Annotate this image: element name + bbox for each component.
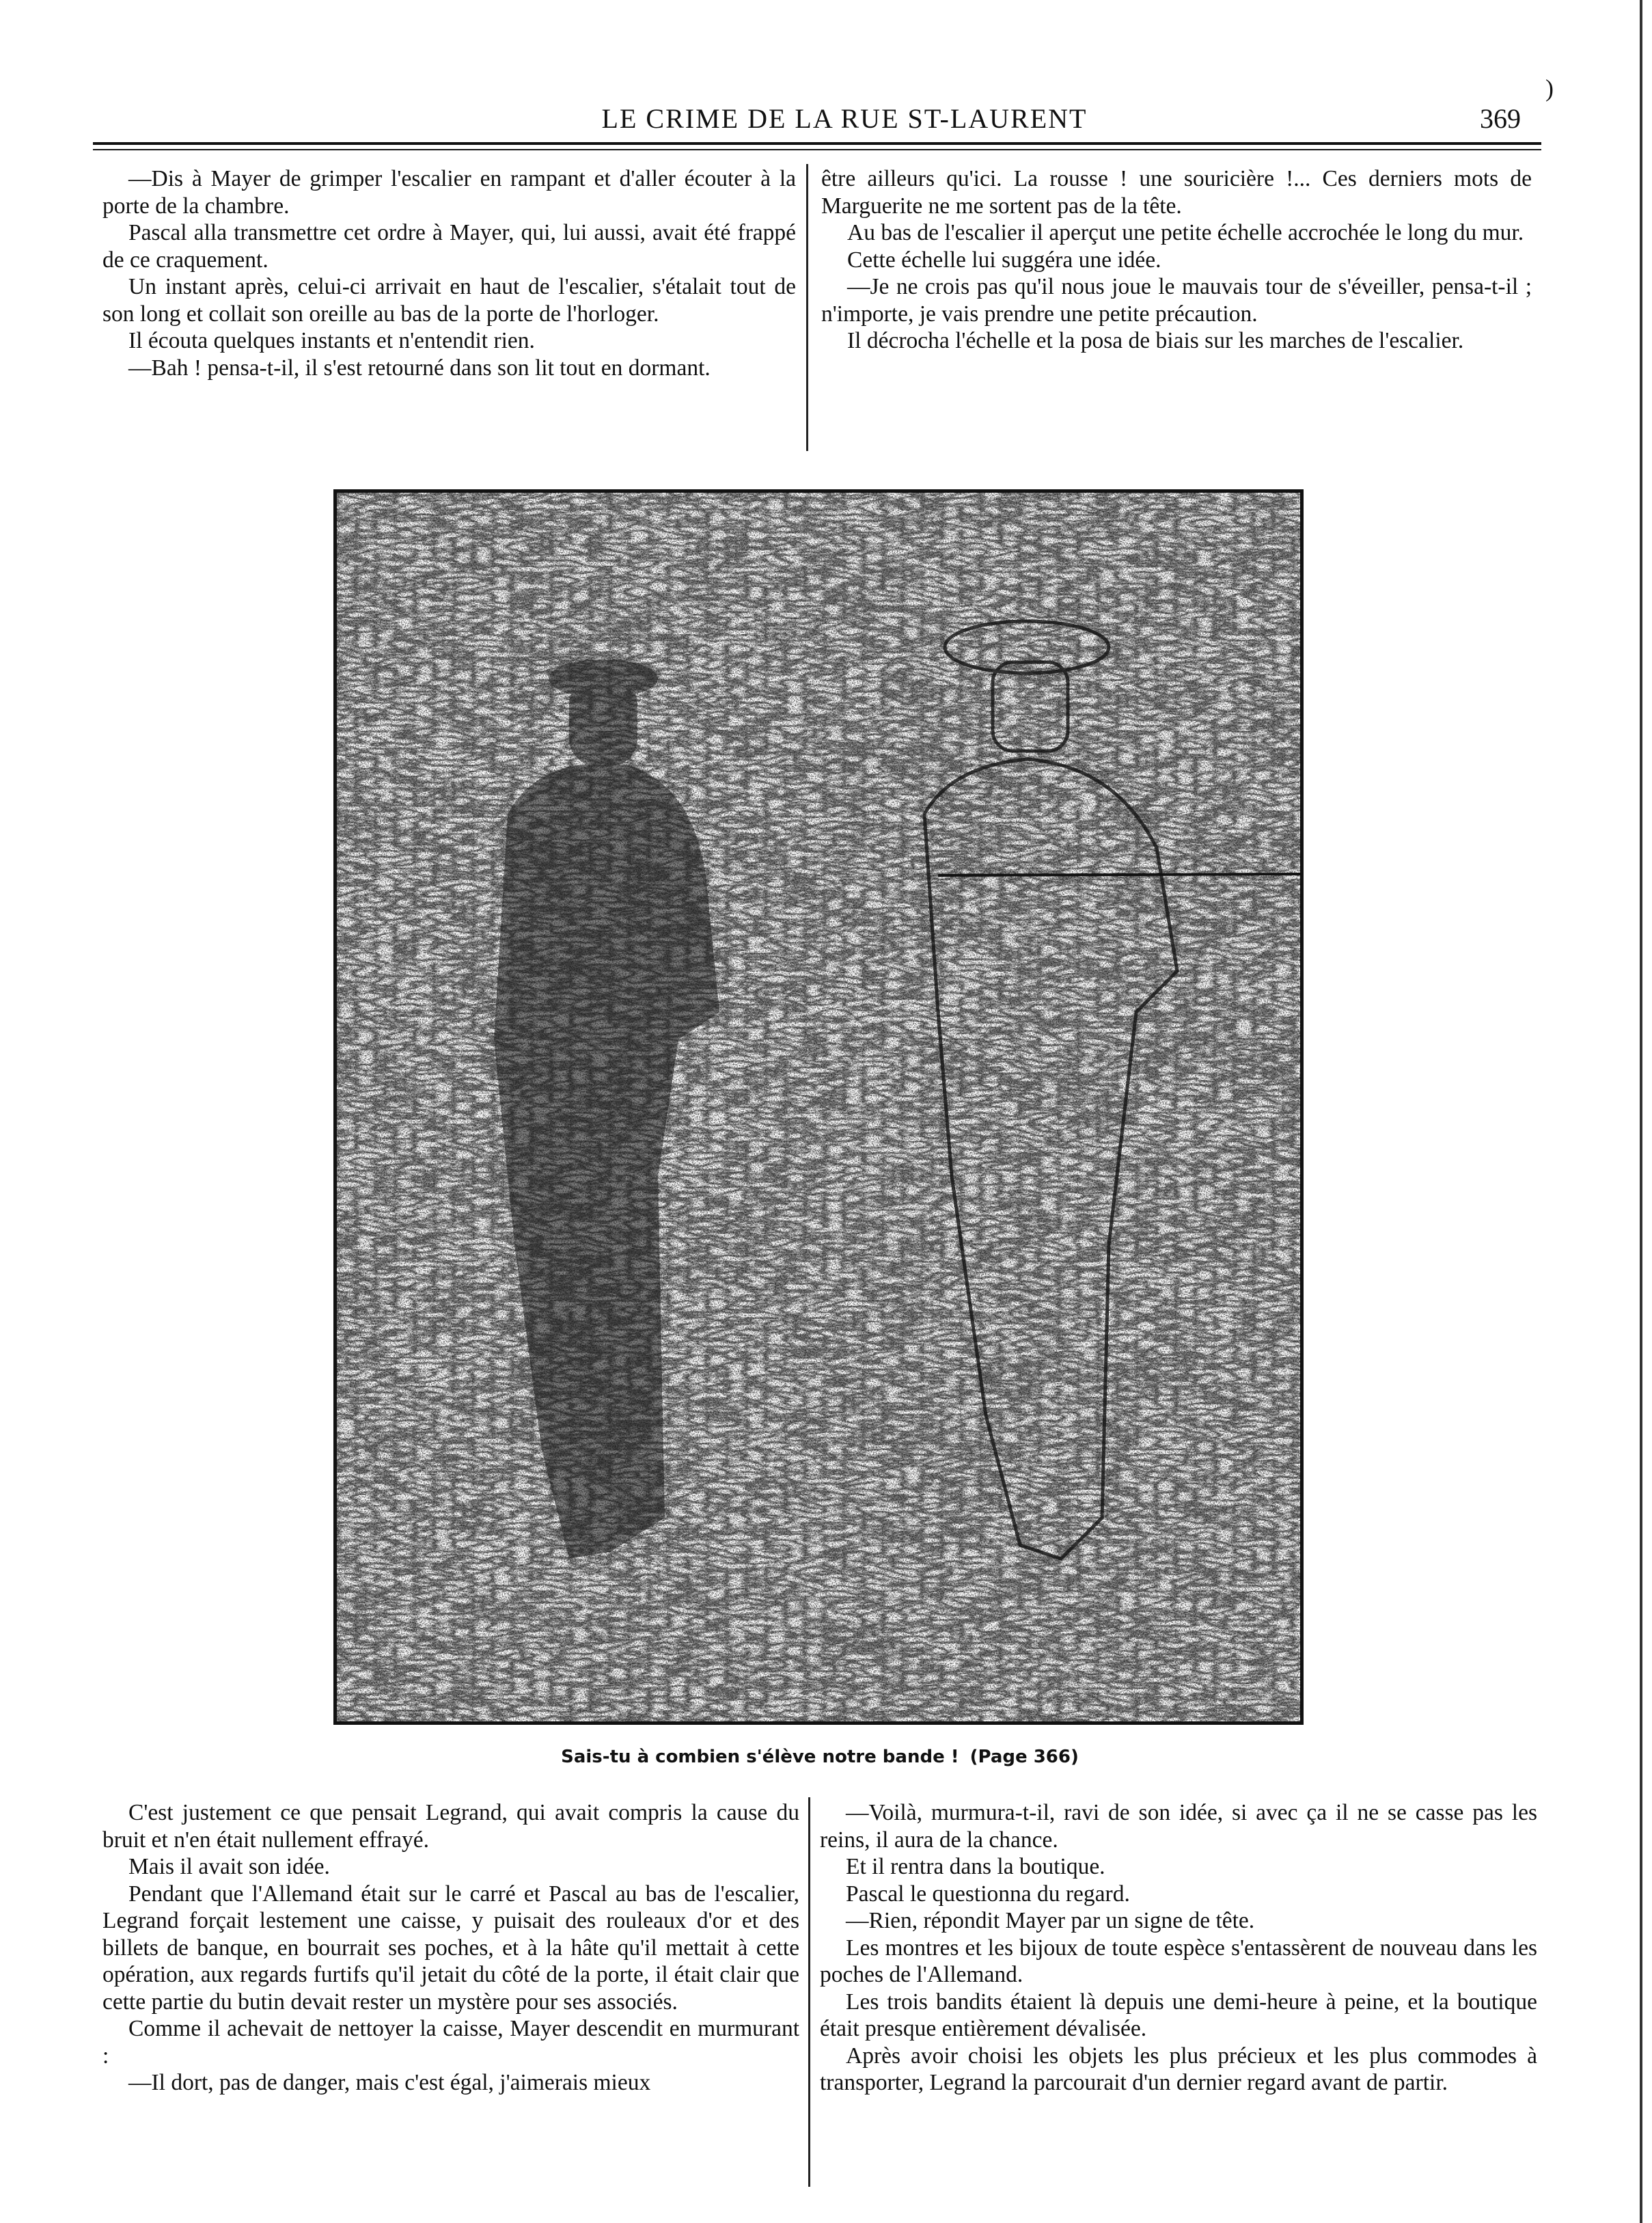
paragraph: Au bas de l'escalier il aperçut une petite échelle accrochée le long du mur. xyxy=(847,220,1524,245)
paragraph: C'est justement ce que pensait Legrand, qui avait compris la cause du bruit et n'en était nullement effrayé. xyxy=(102,1800,799,1853)
corner-mark: ) xyxy=(1545,74,1554,102)
engraving-illustration xyxy=(333,489,1304,1725)
paragraph: Il décrocha l'échelle et la posa de biais sur les marches de l'escalier. xyxy=(847,328,1464,353)
paragraph: Comme il achevait de nettoyer la caisse, Mayer descendit en murmurant : xyxy=(102,2016,799,2069)
paragraph: —Bah ! pensa-t-il, il s'est retourné dans son lit tout en dormant. xyxy=(128,355,711,381)
paragraph: —Je ne crois pas qu'il nous joue le mauvais tour de s'éveiller, pensa-t-il ; n'importe, je vais prendre une petite précaution. xyxy=(821,274,1532,327)
page-edge-line xyxy=(1640,0,1642,2223)
paragraph: Les trois bandits étaient là depuis une demi-heure à peine, et la boutique était presque entièrement dévalisée. xyxy=(820,1989,1537,2041)
running-title: LE CRIME DE LA RUE ST-LAURENT xyxy=(601,103,1088,134)
page-number: 369 xyxy=(1480,103,1521,134)
paragraph: Il écouta quelques instants et n'entendit rien. xyxy=(128,328,535,353)
column-separator xyxy=(806,164,808,451)
text-column-top-left xyxy=(102,165,796,381)
illustration-caption xyxy=(478,1747,1161,1767)
paragraph: Mais il avait son idée. xyxy=(128,1854,330,1879)
text-column-bottom-left xyxy=(102,1799,799,2097)
paragraph: Les montres et les bijoux de toute espèce s'entassèrent de nouveau dans les poches de l'Allemand. xyxy=(820,1935,1537,1987)
header-rule-thick xyxy=(93,142,1541,145)
running-header xyxy=(93,103,1541,144)
paragraph: Et il rentra dans la boutique. xyxy=(846,1854,1105,1879)
caption-page-ref: (Page 366) xyxy=(969,1747,1079,1767)
paragraph: Pascal le questionna du regard. xyxy=(846,1881,1130,1907)
paragraph: Un instant après, celui-ci arrivait en haut de l'escalier, s'étalait tout de son long et collait son oreille au bas de la porte de l'horloger. xyxy=(102,274,796,327)
paragraph: Pascal alla transmettre cet ordre à Mayer, qui, lui aussi, avait été frappé de ce craquement. xyxy=(102,220,796,273)
paragraph: Pendant que l'Allemand était sur le carré et Pascal au bas de l'escalier, Legrand forçait lestement une caisse, y puisait des rouleaux d'or et des billets de banque, en bourrait ses poches, et à la hâte qu'il mettait à cette opération, aux regards furtifs qu'il jetait du côté de la porte, il était clair que cette partie du butin devait rester un mystère pour ses associés. xyxy=(102,1881,799,2015)
header-rule-thin xyxy=(93,149,1541,150)
column-separator xyxy=(808,1797,810,2187)
paragraph: Cette échelle lui suggéra une idée. xyxy=(847,247,1161,273)
text-column-top-right xyxy=(821,165,1532,355)
paragraph: —Dis à Mayer de grimper l'escalier en rampant et d'aller écouter à la porte de la chambre. xyxy=(102,166,796,219)
paragraph: —Rien, répondit Mayer par un signe de tête. xyxy=(846,1908,1255,1933)
paragraph: —Il dort, pas de danger, mais c'est égal, j'aimerais mieux xyxy=(128,2070,651,2095)
paragraph: être ailleurs qu'ici. La rousse ! une souricière !... Ces derniers mots de Marguerite ne me sortent pas de la tête. xyxy=(821,166,1532,219)
caption-text: Sais-tu à combien s'élève notre bande ! xyxy=(561,1747,959,1767)
text-column-bottom-right xyxy=(820,1799,1537,2097)
paragraph: —Voilà, murmura-t-il, ravi de son idée, si avec ça il ne se casse pas les reins, il aura de la chance. xyxy=(820,1800,1537,1853)
paragraph: Après avoir choisi les objets les plus précieux et les plus commodes à transporter, Legrand la parcourait d'un dernier regard avant de partir. xyxy=(820,2043,1537,2095)
